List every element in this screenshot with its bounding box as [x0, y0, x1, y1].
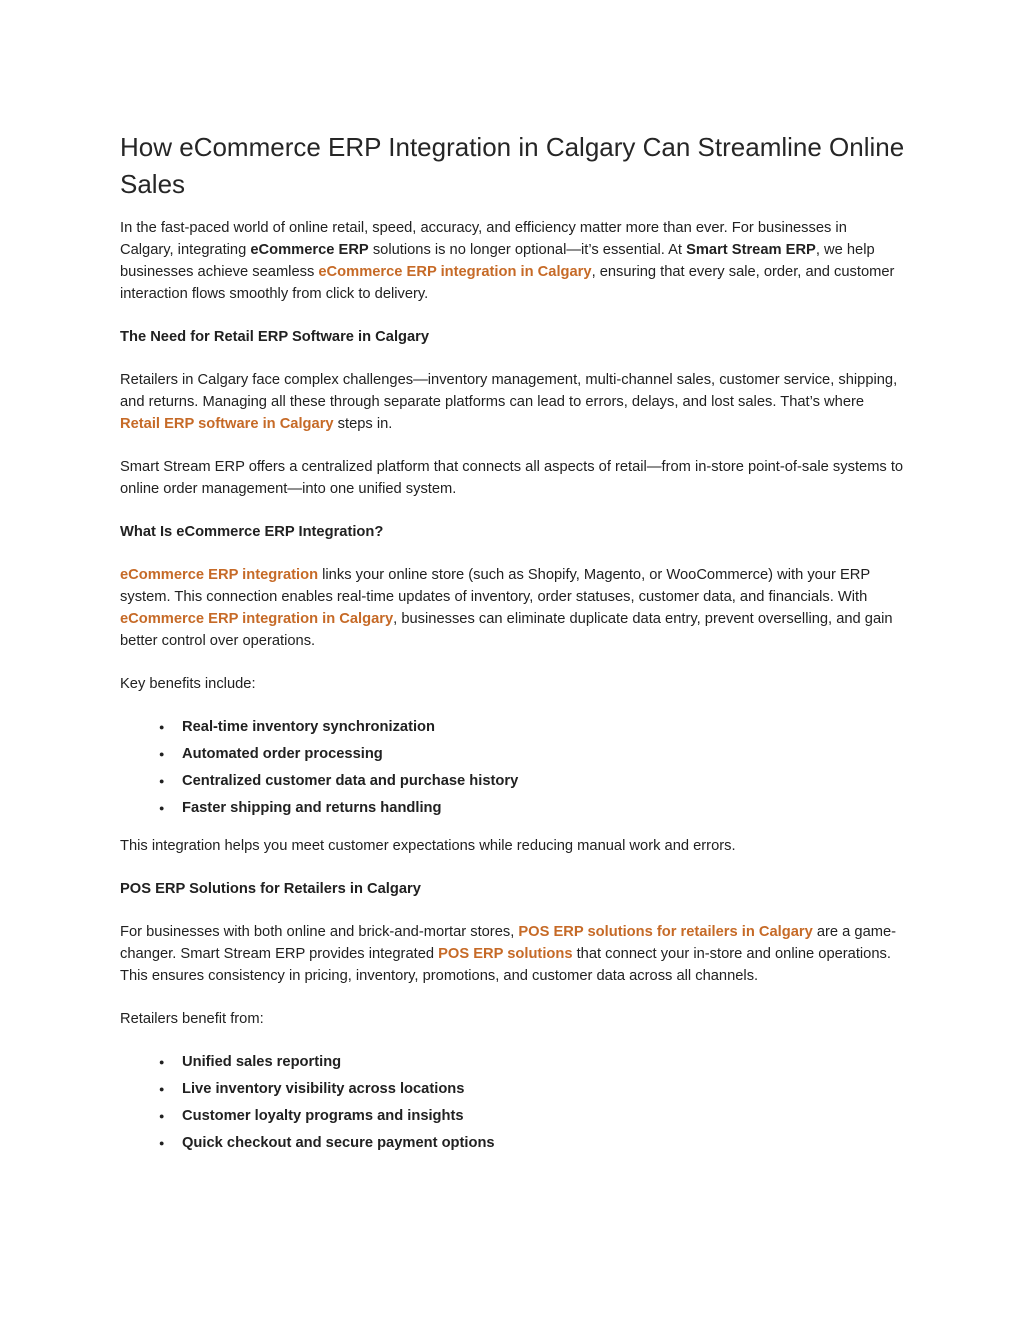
key-benefits-lead-in: Key benefits include: — [120, 676, 256, 692]
list-item-label: Real-time inventory synchronization — [182, 719, 436, 735]
intro-paragraph — [120, 217, 904, 305]
list-item — [159, 797, 904, 819]
link-pos-erp-solutions-retailers-calgary[interactable]: POS ERP solutions for retailers in Calgary — [518, 924, 813, 940]
list-item — [159, 770, 904, 792]
link-pos-erp-solutions[interactable]: POS ERP solutions — [438, 946, 573, 962]
platform-paragraph: Smart Stream ERP offers a centralized platform that connects all aspects of retail—from in-store point-of-sale systems to online order management—into one unified system. — [120, 459, 904, 497]
section-heading-need-retail-erp: The Need for Retail ERP Software in Calgary — [120, 329, 430, 345]
bullet-icon: ● — [159, 1084, 165, 1094]
list-item — [159, 1051, 904, 1073]
text-run: Retailers in Calgary face complex challenges—inventory management, multi-channel sales, customer service, shipping, and returns. Managing all these through separate platforms can lead to errors, delays, and lost sales. That’s where — [120, 372, 898, 410]
link-ecommerce-erp-integration-calgary-2[interactable]: eCommerce ERP integration in Calgary — [120, 611, 394, 627]
bold-text-smart-stream-erp: Smart Stream ERP — [686, 242, 816, 258]
retailers-challenges-paragraph — [120, 369, 904, 435]
retailer-benefits-list — [120, 1051, 904, 1154]
bullet-icon: ● — [159, 776, 165, 786]
page-title: How eCommerce ERP Integration in Calgary Can Streamline Online Sales — [120, 132, 905, 199]
link-ecommerce-erp-integration-calgary[interactable]: eCommerce ERP integration in Calgary — [318, 264, 592, 280]
retailers-benefit-lead-in: Retailers benefit from: — [120, 1011, 264, 1027]
list-item-label: Quick checkout and secure payment options — [182, 1135, 495, 1151]
list-item — [159, 743, 904, 765]
text-run: , businesses can eliminate duplicate data entry, prevent overselling, and gain better control over operations. — [120, 611, 893, 649]
pos-solutions-paragraph — [120, 921, 904, 987]
list-item-label: Live inventory visibility across locations — [182, 1081, 465, 1097]
bold-text-ecommerce-erp: eCommerce ERP — [250, 242, 369, 258]
what-is-integration-paragraph — [120, 564, 904, 652]
list-item-label: Faster shipping and returns handling — [182, 800, 442, 816]
section-heading-what-is-integration: What Is eCommerce ERP Integration? — [120, 524, 384, 540]
section-heading-pos-erp-solutions: POS ERP Solutions for Retailers in Calgary — [120, 881, 421, 897]
text-run: In the fast-paced world of online retail, speed, accuracy, and efficiency matter more than ever. For businesses in Calgary, integrating — [120, 220, 847, 258]
bullet-icon: ● — [159, 1111, 165, 1121]
text-run: solutions is no longer optional—it’s essential. At — [368, 242, 687, 258]
text-run: , ensuring that every sale, order, and customer interaction flows smoothly from click to delivery. — [120, 264, 895, 302]
list-item-label: Customer loyalty programs and insights — [182, 1108, 464, 1124]
bullet-icon: ● — [159, 722, 165, 732]
list-item — [159, 716, 904, 738]
text-run: steps in. — [333, 416, 393, 432]
list-item — [159, 1132, 904, 1154]
list-item — [159, 1105, 904, 1127]
text-run: For businesses with both online and brick-and-mortar stores, — [120, 924, 519, 940]
list-item-label: Unified sales reporting — [182, 1054, 342, 1070]
link-retail-erp-software-calgary[interactable]: Retail ERP software in Calgary — [120, 416, 334, 432]
integration-helps-paragraph: This integration helps you meet customer expectations while reducing manual work and errors. — [120, 838, 736, 854]
text-run: links your online store (such as Shopify, Magento, or WooCommerce) with your ERP system. This connection enables real-time updates of inventory, order statuses, customer data, and financials. With — [120, 567, 870, 605]
key-benefits-list — [120, 716, 904, 819]
list-item-label: Automated order processing — [182, 746, 383, 762]
link-ecommerce-erp-integration[interactable]: eCommerce ERP integration — [120, 567, 319, 583]
list-item-label: Centralized customer data and purchase history — [182, 773, 519, 789]
text-run: are a game-changer. Smart Stream ERP provides integrated — [120, 924, 897, 962]
bullet-icon: ● — [159, 1057, 165, 1067]
bullet-icon: ● — [159, 803, 165, 813]
list-item — [159, 1078, 904, 1100]
text-run: , we help businesses achieve seamless — [120, 242, 875, 280]
text-run: that connect your in-store and online operations. This ensures consistency in pricing, inventory, promotions, and customer data across all channels. — [120, 946, 891, 984]
bullet-icon: ● — [159, 749, 165, 759]
bullet-icon: ● — [159, 1138, 165, 1148]
